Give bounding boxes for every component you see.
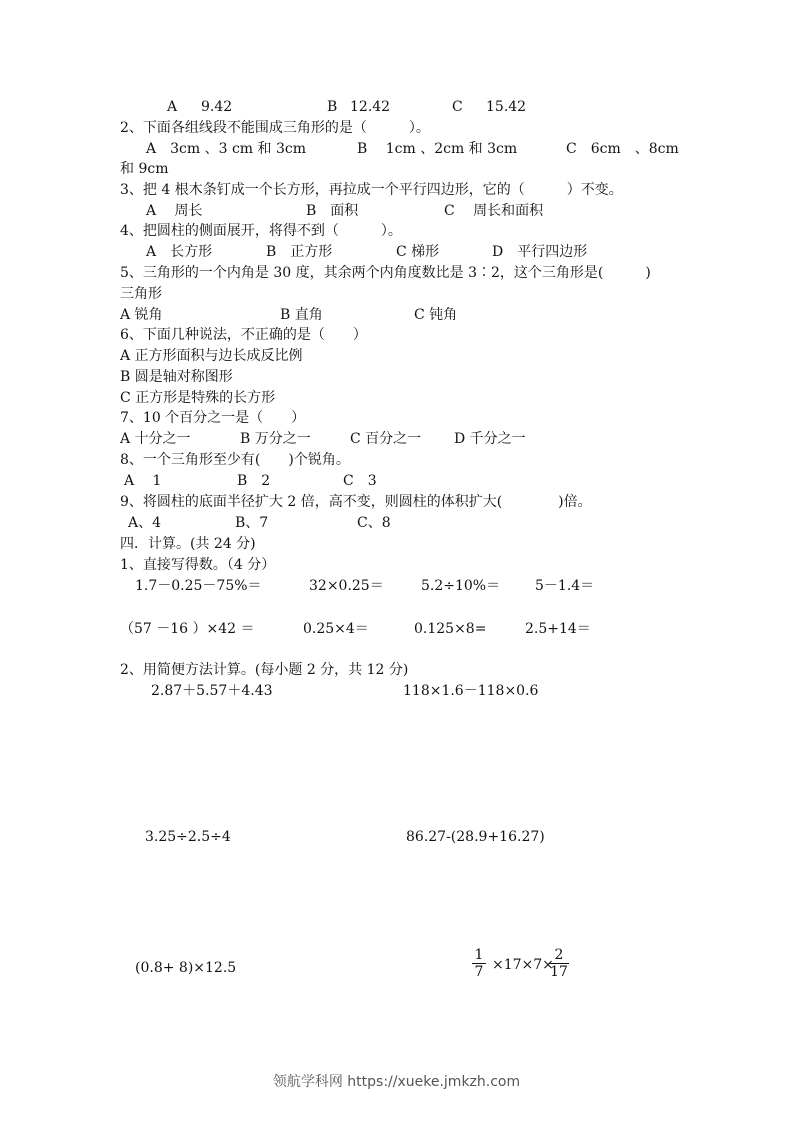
oral-calc-2: 32×0.25＝ [309, 578, 384, 594]
q9-option-c: C、8 [357, 515, 391, 531]
q2-option-b: B 1cm 、2cm 和 3cm [357, 141, 518, 157]
fraction-numerator: 1 [472, 947, 486, 964]
oral-calc-7: 0.125×8= [414, 621, 487, 637]
fraction-numerator: 2 [549, 947, 569, 964]
oral-calc-5: （57 －16 ）×42 ＝ [120, 621, 255, 637]
q1-option-a-label: A [167, 99, 178, 115]
q5-option-b: B 直角 [280, 307, 323, 323]
fraction-one-seventh [472, 947, 486, 980]
q8-option-b: B 2 [237, 473, 271, 489]
section4-sub1: 1、直接写得数。（4 分） [120, 557, 276, 573]
oral-calc-8: 2.5+14＝ [525, 621, 591, 637]
simplify-expr-1: 2.87＋5.57＋4.43 [151, 683, 273, 699]
q1-option-c-label: C [452, 99, 463, 115]
q3-stem: 3、把 4 根木条钉成一个长方形，再拉成一个平行四边形，它的（ ）不变。 [120, 182, 623, 198]
q4-option-d: D 平行四边形 [492, 244, 588, 260]
q2-option-c: C 6cm 、8cm [566, 141, 679, 157]
oral-calc-3: 5.2÷10%＝ [421, 578, 501, 594]
q3-option-c: C 周长和面积 [444, 203, 544, 219]
q2-stem: 2、下面各组线段不能围成三角形的是（ ）。 [120, 120, 430, 136]
q7-stem: 7、10 个百分之一是（ ） [120, 410, 306, 426]
oral-calc-1: 1.7－0.25－75%＝ [135, 578, 262, 594]
q7-option-d: D 千分之一 [454, 431, 526, 447]
fraction-denominator: 17 [550, 964, 568, 980]
q9-option-b: B、7 [235, 515, 269, 531]
q4-stem: 4、把圆柱的侧面展开，将得不到（ ）。 [120, 223, 402, 239]
q1-option-b-value: 12.42 [350, 99, 391, 115]
oral-calc-6: 0.25×4＝ [303, 621, 369, 637]
section4-sub2: 2、用简便方法计算。(每小题 2 分，共 12 分) [120, 662, 409, 678]
q4-option-c: C 梯形 [396, 244, 440, 260]
fraction-expr-middle: ×17×7× [492, 957, 554, 973]
q2-continuation: 和 9cm [120, 161, 169, 177]
simplify-expr-4: 86.27-(28.9+16.27) [406, 829, 545, 845]
q3-option-b: B 面积 [306, 203, 359, 219]
q3-option-a: A 周长 [146, 203, 203, 219]
q6-option-c: C 正方形是特殊的长方形 [120, 390, 276, 406]
simplify-expr-5: (0.8+ 8)×12.5 [135, 960, 237, 976]
q5-continuation: 三角形 [120, 286, 162, 302]
q9-option-a: A、4 [128, 515, 162, 531]
q5-option-c: C 钝角 [414, 307, 458, 323]
q5-option-a: A 锐角 [120, 307, 163, 323]
q6-stem: 6、下面几种说法，不正确的是（ ） [120, 327, 367, 343]
q8-stem: 8、一个三角形至少有( )个锐角。 [120, 452, 350, 468]
fraction-two-seventeenths [549, 947, 569, 980]
simplify-expr-2: 118×1.6－118×0.6 [403, 683, 539, 699]
fraction-denominator: 7 [474, 964, 484, 980]
q1-option-b-label: B [327, 99, 338, 115]
q6-option-b: B 圆是轴对称图形 [120, 369, 233, 385]
q8-option-c: C 3 [343, 473, 377, 489]
page-footer-watermark: 领航学科网 https://xueke.jmkzh.com [272, 1074, 521, 1090]
section4-title: 四．计算。(共 24 分) [120, 536, 256, 552]
oral-calc-4: 5－1.4＝ [535, 578, 595, 594]
q8-option-a: A 1 [124, 473, 162, 489]
q7-option-a: A 十分之一 [120, 431, 191, 447]
q1-option-c-value: 15.42 [486, 99, 527, 115]
q7-option-c: C 百分之一 [350, 431, 422, 447]
q4-option-b: B 正方形 [266, 244, 333, 260]
q9-stem: 9、将圆柱的底面半径扩大 2 倍，高不变，则圆柱的体积扩大( )倍。 [120, 494, 592, 510]
q7-option-b: B 万分之一 [240, 431, 311, 447]
q1-option-a-value: 9.42 [201, 99, 233, 115]
q6-option-a: A 正方形面积与边长成反比例 [120, 348, 303, 364]
q4-option-a: A 长方形 [146, 244, 213, 260]
simplify-expr-3: 3.25÷2.5÷4 [145, 829, 231, 845]
q5-stem: 5、三角形的一个内角是 30 度，其余两个内角度数比是 3∶2，这个三角形是( ) [120, 265, 651, 281]
q2-option-a: A 3cm 、3 cm 和 3cm [146, 141, 306, 157]
